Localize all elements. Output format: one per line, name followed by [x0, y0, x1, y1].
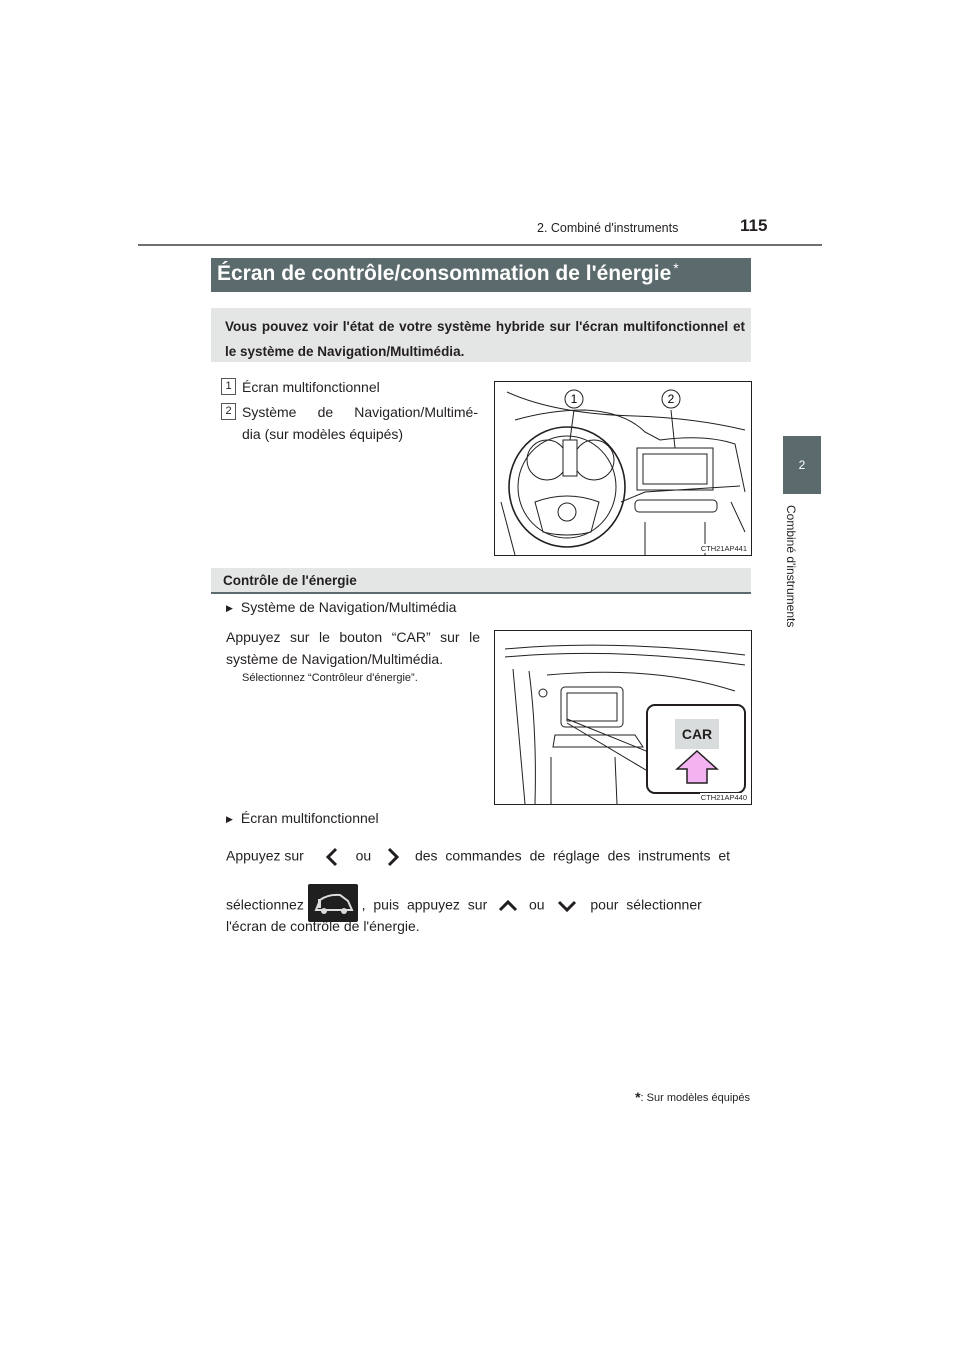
footnote-text: : Sur modèles équipés — [640, 1092, 750, 1104]
dashboard-drawing — [495, 382, 751, 555]
figure-code-2: CTH21AP440 — [700, 793, 747, 802]
bullet-triangle-icon: ▶ — [226, 603, 233, 613]
bullet-triangle-icon-2: ▶ — [226, 814, 233, 824]
chevron-up-icon — [491, 896, 525, 916]
figure-code: CTH21AP441 — [700, 544, 747, 553]
instruction-line-1 — [226, 846, 730, 868]
list-item-2-line1: Système de Navigation/Multimé- — [242, 404, 478, 420]
list-item-1: Écran multifonctionnel — [242, 379, 380, 395]
note-select: Sélectionnez “Contrôleur d'énergie”. — [242, 672, 418, 684]
chevron-left-icon — [308, 846, 352, 868]
title-asterisk: * — [673, 260, 679, 276]
footnote-asterisk: * — [635, 1089, 641, 1105]
header-rule — [138, 244, 822, 246]
text-commandes: des commandes de réglage des instruments et — [414, 847, 731, 864]
side-title — [784, 505, 808, 645]
page-title-text: Écran de contrôle/consommation de l'énergie — [217, 262, 672, 285]
text-pour-selectionner: pour sélectionner — [590, 896, 702, 913]
footnote — [600, 1088, 750, 1104]
list-item-2-line2: dia (sur modèles équipés) — [242, 426, 404, 442]
car-button-figure — [494, 630, 752, 805]
text-ou-1: ou — [355, 847, 372, 864]
callout-2: 2 — [667, 392, 675, 406]
section-title: Contrôle de l'énergie — [223, 573, 357, 588]
side-title-text: Combiné d'instruments — [784, 505, 798, 628]
paragraph-car-button: Appuyez sur le bouton “CAR” sur le système de Navigation/Multimédia. — [226, 629, 480, 667]
list-number-2: 2 — [221, 403, 236, 420]
page-number: 115 — [740, 216, 768, 235]
chevron-right-icon — [375, 846, 411, 868]
chevron-down-icon — [548, 896, 586, 916]
subheading-navigation — [226, 599, 456, 615]
intro-text: Vous pouvez voir l'état de votre système hybride sur l'écran multifonctionnel et le système de Navigation/Multimédia. — [225, 319, 745, 359]
dashboard-figure — [494, 381, 752, 556]
instruction-line-3: l'écran de contrôle de l'énergie. — [226, 918, 420, 934]
side-tab: 2 — [783, 436, 821, 494]
subheading-multi-display — [226, 810, 379, 826]
page-title — [217, 262, 677, 286]
list-number-1: 1 — [221, 378, 236, 395]
car-button-label: CAR — [681, 726, 713, 742]
text-selectionnez: sélectionnez — [226, 896, 304, 913]
running-head: 2. Combiné d'instruments — [537, 221, 679, 235]
text-ou-2: ou — [529, 896, 545, 913]
subheading-navigation-text: Système de Navigation/Multimédia — [240, 599, 457, 615]
subheading-multi-display-text: Écran multifonctionnel — [240, 810, 379, 826]
car-button-drawing — [495, 631, 751, 804]
car-display-icon — [308, 884, 358, 922]
callout-1: 1 — [570, 392, 578, 406]
text-appuyez: Appuyez sur — [226, 847, 304, 864]
text-puis: , puis appuyez sur — [361, 896, 488, 913]
